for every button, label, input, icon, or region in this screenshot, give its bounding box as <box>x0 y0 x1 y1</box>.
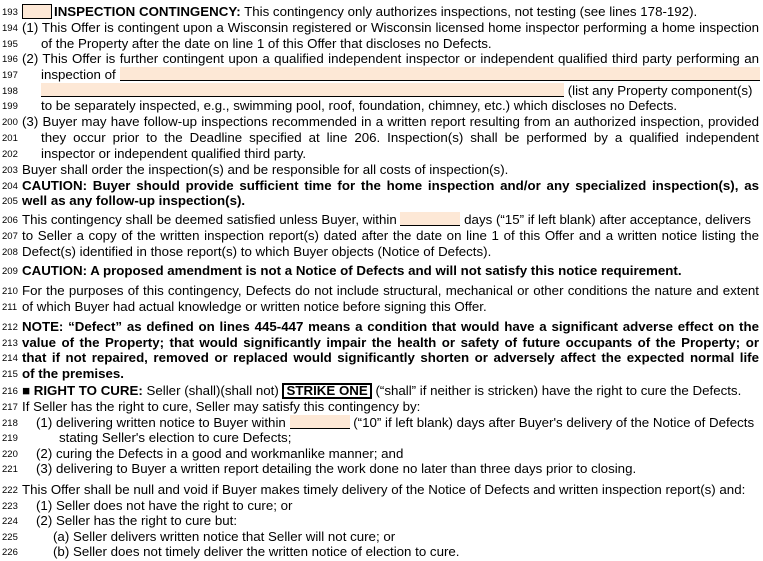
line-text: (“10” if left blank) days after Buyer's delivery of the Notice of Defects <box>353 415 755 430</box>
line-197 <box>0 67 763 83</box>
line-text: (1) Seller does not have the right to cure; or <box>36 498 293 513</box>
line-text: If Seller has the right to cure, Seller may satisfy this contingency by: <box>22 399 421 414</box>
line-text: (b) Seller does not timely deliver the written notice of election to cure. <box>53 544 460 559</box>
strike-one-label[interactable]: STRIKE ONE <box>282 383 371 399</box>
line-number: 225 <box>2 532 18 543</box>
line-text: to Seller a copy of the written inspection report(s) dated after the date on line 1 of this Offer and a written notice listing the <box>22 228 759 243</box>
line-number: 219 <box>2 433 18 444</box>
line-213 <box>0 335 763 351</box>
line-209 <box>0 263 763 279</box>
line-text: This contingency only authorizes inspections, not testing (see lines 178-192). <box>240 4 698 19</box>
line-text: Seller (shall)(shall not) <box>142 383 283 398</box>
line-194 <box>0 20 763 36</box>
section-title: INSPECTION CONTINGENCY: <box>54 4 241 19</box>
line-number: 217 <box>2 402 18 413</box>
line-number: 215 <box>2 369 18 380</box>
line-207 <box>0 228 763 244</box>
line-number: 198 <box>2 86 18 97</box>
line-204 <box>0 178 763 194</box>
line-text: This Offer shall be null and void if Buyer makes timely delivery of the Notice of Defects and written inspection report(s) and: <box>22 482 746 497</box>
line-text: (a) Seller delivers written notice that Seller will not cure; or <box>53 529 396 544</box>
line-number: 211 <box>2 302 18 313</box>
line-number: 207 <box>2 231 18 242</box>
line-text: they occur prior to the Deadline specified at line 206. Inspection(s) shall be performed by a qualified independent <box>41 130 759 145</box>
line-number: 202 <box>2 149 18 160</box>
line-225 <box>0 529 763 545</box>
line-214 <box>0 350 763 366</box>
line-218 <box>0 415 763 431</box>
line-219 <box>0 430 763 446</box>
line-number: 218 <box>2 418 18 429</box>
line-text: (2) This Offer is further contingent upon a qualified independent inspector or independent qualified third party performing an <box>22 51 759 66</box>
line-text: days (“15” if left blank) after acceptance, delivers <box>464 212 751 227</box>
line-number: 226 <box>2 547 18 558</box>
line-217 <box>0 399 763 415</box>
line-208 <box>0 244 763 260</box>
caution-text: CAUTION: Buyer should provide sufficient time for the home inspection and/or any specialized inspection(s), as <box>22 178 759 193</box>
line-text: (1) This Offer is contingent upon a Wisconsin registered or Wisconsin licensed home inspector performing a home inspection <box>22 20 759 35</box>
line-193 <box>0 4 763 20</box>
line-number: 206 <box>2 215 18 226</box>
line-222 <box>0 482 763 498</box>
cure-notice-days-field[interactable] <box>290 415 350 429</box>
line-number: 210 <box>2 286 18 297</box>
line-216 <box>0 383 763 399</box>
line-202 <box>0 146 763 162</box>
line-text: (“shall” if neither is stricken) have the right to cure the Defects. <box>371 383 742 398</box>
line-200 <box>0 114 763 130</box>
line-number: 205 <box>2 196 18 207</box>
line-text: (list any Property component(s) <box>567 83 753 98</box>
line-198 <box>0 83 763 99</box>
line-number: 194 <box>2 23 18 34</box>
line-201 <box>0 130 763 146</box>
line-text: stating Seller's election to cure Defects; <box>59 430 292 445</box>
line-199 <box>0 98 763 114</box>
line-text: This contingency shall be deemed satisfied unless Buyer, within <box>22 212 397 227</box>
line-number: 222 <box>2 485 18 496</box>
inspection-components-field-2[interactable] <box>41 83 564 97</box>
line-number: 213 <box>2 338 18 349</box>
line-text: Buyer shall order the inspection(s) and be responsible for all costs of inspection(s). <box>22 162 509 177</box>
line-226 <box>0 544 763 560</box>
line-text: of the Property after the date on line 1 of this Offer that discloses no Defects. <box>41 36 492 51</box>
line-number: 193 <box>2 7 18 18</box>
line-number: 200 <box>2 117 18 128</box>
line-text: (3) Buyer may have follow-up inspections recommended in a written report resulting from an authorized inspection, provided <box>22 114 759 129</box>
line-195 <box>0 36 763 52</box>
note-text: value of the Property; that would significantly impair the health or safety of future occupants of the Property; or <box>22 335 759 350</box>
line-221 <box>0 461 763 477</box>
inspection-components-field[interactable] <box>120 67 760 81</box>
line-text: (2) curing the Defects in a good and workmanlike manner; and <box>36 446 404 461</box>
line-223 <box>0 498 763 514</box>
line-210 <box>0 283 763 299</box>
line-text: to be separately inspected, e.g., swimming pool, roof, foundation, chimney, etc.) which discloses no Defects. <box>41 98 678 113</box>
line-206 <box>0 212 763 228</box>
line-215 <box>0 366 763 382</box>
line-205 <box>0 193 763 209</box>
line-number: 208 <box>2 247 18 258</box>
line-number: 223 <box>2 501 18 512</box>
line-number: 201 <box>2 133 18 144</box>
line-number: 224 <box>2 516 18 527</box>
line-number: 199 <box>2 101 18 112</box>
line-number: 203 <box>2 165 18 176</box>
line-212 <box>0 319 763 335</box>
line-number: 216 <box>2 386 18 397</box>
line-text: inspection of <box>41 67 116 82</box>
line-number: 204 <box>2 181 18 192</box>
caution-text: well as any follow-up inspection(s). <box>22 193 246 208</box>
inspection-days-field[interactable] <box>400 212 460 226</box>
caution-text: CAUTION: A proposed amendment is not a Notice of Defects and will not satisfy this notice requirement. <box>22 263 682 278</box>
line-text: of which Buyer had actual knowledge or written notice before signing this Offer. <box>22 299 487 314</box>
line-203 <box>0 162 763 178</box>
line-number: 220 <box>2 449 18 460</box>
line-224 <box>0 513 763 529</box>
line-text: For the purposes of this contingency, Defects do not include structural, mechanical or other conditions the nature and extent <box>22 283 759 298</box>
line-220 <box>0 446 763 462</box>
line-number: 221 <box>2 464 18 475</box>
line-211 <box>0 299 763 315</box>
line-number: 214 <box>2 353 18 364</box>
line-text: (2) Seller has the right to cure but: <box>36 513 238 528</box>
note-text: of the premises. <box>22 366 124 381</box>
line-number: 195 <box>2 39 18 50</box>
line-text: inspector or independent qualified third party. <box>41 146 307 161</box>
right-to-cure-heading: ■ RIGHT TO CURE: <box>22 383 143 398</box>
line-text: (3) delivering to Buyer a written report detailing the work done no later than three days prior to closing. <box>36 461 637 476</box>
line-number: 212 <box>2 322 18 333</box>
line-196 <box>0 51 763 67</box>
line-number: 209 <box>2 266 18 277</box>
note-text: NOTE: “Defect” as defined on lines 445-447 means a condition that would have a significant adverse effect on the <box>22 319 759 334</box>
inspection-contingency-checkbox[interactable] <box>22 4 52 19</box>
line-number: 196 <box>2 54 18 65</box>
note-text: that if not repaired, removed or replaced would significantly shorten or adversely affect the expected normal life <box>22 350 759 365</box>
line-text: (1) delivering written notice to Buyer within <box>36 415 286 430</box>
line-number: 197 <box>2 70 18 81</box>
line-text: Defect(s) identified in those report(s) to which Buyer objects (Notice of Defects). <box>22 244 492 259</box>
